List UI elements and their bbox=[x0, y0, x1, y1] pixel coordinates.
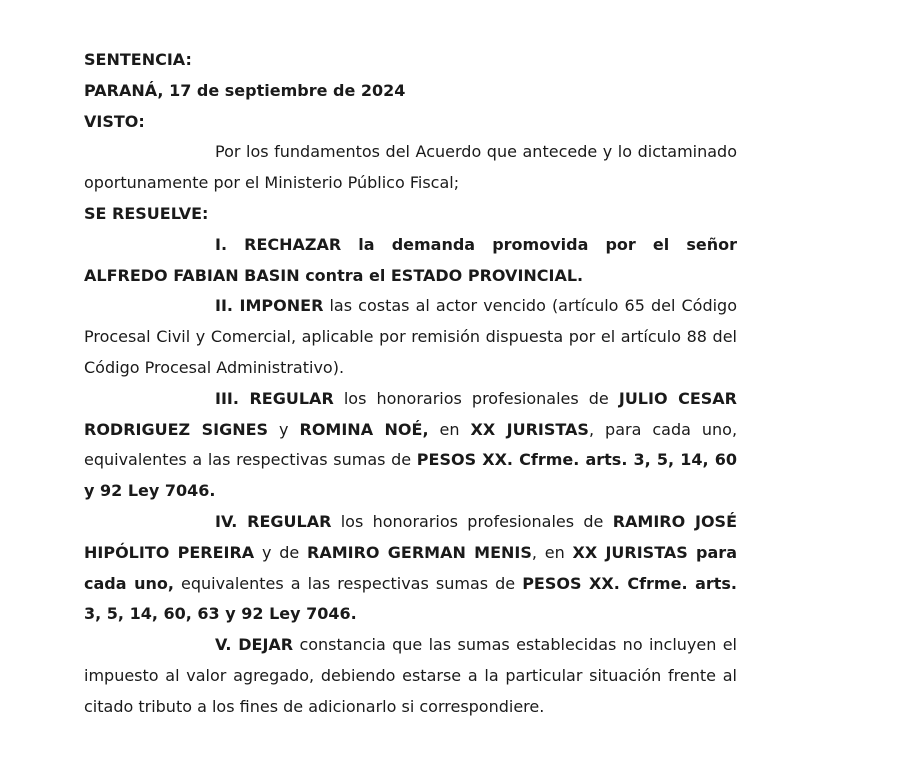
item-iv-text-2: y de bbox=[254, 542, 308, 562]
item-iii-text-1: los honorarios profesionales de bbox=[333, 388, 619, 408]
item-iv-regular bbox=[84, 507, 737, 630]
item-iv-lead: IV. REGULAR bbox=[215, 511, 332, 531]
item-i-text: I. RECHAZAR la demanda promovida por el señor ALFREDO FABIAN BASIN contra el ESTADO PROVINCIAL. bbox=[84, 234, 737, 285]
item-v-dejar bbox=[84, 630, 737, 722]
resolution-document bbox=[84, 45, 737, 723]
item-iii-text-2: y bbox=[268, 419, 300, 439]
item-i-rechazar bbox=[84, 230, 737, 292]
item-iv-name-1: RAMIRO JOSÉ HIPÓLITO PEREIRA bbox=[84, 511, 737, 562]
item-iv-tail: PESOS XX. Cfrme. arts. 3, 5, 14, 60, 63 y 92 Ley 7046. bbox=[84, 573, 738, 624]
item-iv-text-1: los honorarios profesionales de bbox=[331, 511, 613, 531]
item-iii-text-4: , para cada uno, equivalentes a las respectivas sumas de bbox=[84, 419, 738, 470]
item-iii-lead: III. REGULAR bbox=[215, 388, 334, 408]
item-iv-name-2: RAMIRO GERMAN MENIS bbox=[307, 542, 532, 562]
item-iv-amount: XX JURISTAS para cada uno, bbox=[84, 542, 737, 593]
item-v-text: constancia que las sumas establecidas no incluyen el impuesto al valor agregado, debiendo estarse a la particular situación frente al citado tributo a los fines de adicionarlo si correspondiere. bbox=[84, 635, 738, 716]
visto-heading: VISTO: bbox=[84, 111, 145, 131]
item-iii-amount: XX JURISTAS bbox=[470, 419, 589, 439]
item-iii-tail: PESOS XX. Cfrme. arts. 3, 5, 14, 60 y 92 Ley 7046. bbox=[84, 450, 737, 501]
place-date: PARANÁ, 17 de septiembre de 2024 bbox=[84, 80, 406, 100]
intro-paragraph: Por los fundamentos del Acuerdo que antecede y lo dictaminado oportunamente por el Ministerio Público Fiscal; bbox=[84, 142, 737, 193]
item-iii-text-3: en bbox=[428, 419, 471, 439]
item-iv-text-3: , en bbox=[531, 542, 573, 562]
item-iii-name-2: ROMINA NOÉ, bbox=[299, 419, 429, 439]
item-iii-regular bbox=[84, 384, 737, 507]
item-iv-text-4: equivalentes a las respectivas sumas de bbox=[173, 573, 523, 593]
item-ii-text: las costas al actor vencido (artículo 65 del Código Procesal Civil y Comercial, aplicable por remisión dispuesta por el artículo 88 del Código Procesal Administrativo). bbox=[84, 296, 738, 377]
item-v-lead: V. DEJAR bbox=[215, 635, 294, 655]
se-resuelve-heading: SE RESUELVE: bbox=[84, 203, 209, 223]
item-iii-name-1: JULIO CESAR RODRIGUEZ SIGNES bbox=[84, 388, 738, 439]
item-ii-lead: II. IMPONER bbox=[215, 296, 324, 316]
sentencia-heading: SENTENCIA: bbox=[84, 50, 192, 69]
item-ii-imponer bbox=[84, 291, 737, 383]
